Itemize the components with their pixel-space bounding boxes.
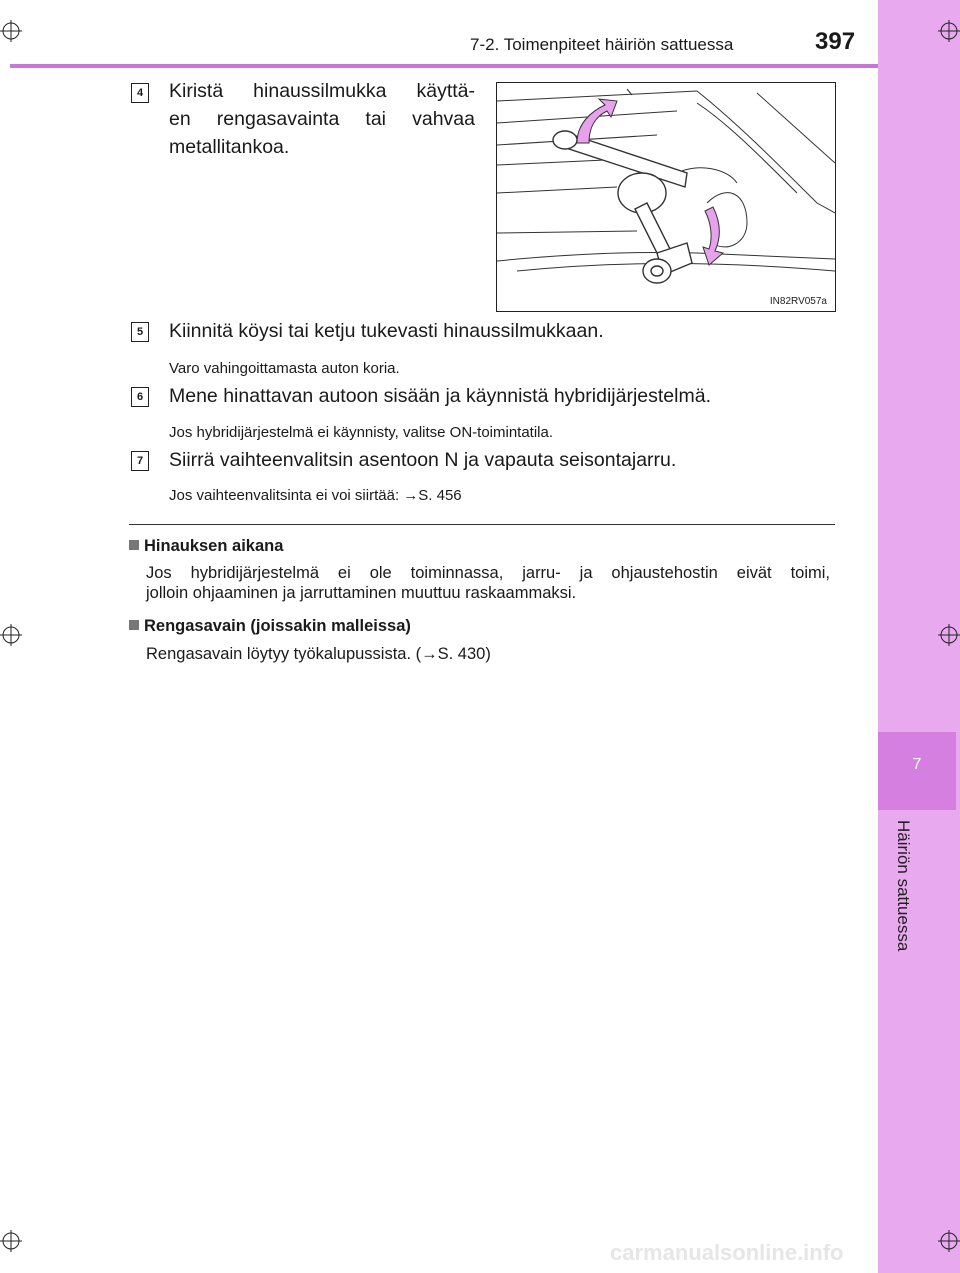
step-7-text: Siirrä vaihteenvalitsin asentoon N ja vapauta seisontajarru. <box>169 449 677 471</box>
step-5-text: Kiinnitä köysi tai ketju tukevasti hinaussilmukkaan. <box>169 320 604 342</box>
chapter-label: Häiriön sattuessa <box>894 820 913 952</box>
step-5-note: Varo vahingoittamasta auton koria. <box>169 360 400 377</box>
note-heading-text: Rengasavain (joissakin malleissa) <box>144 617 411 635</box>
note-heading-text: Hinauksen aikana <box>144 537 284 555</box>
chapter-number: 7 <box>912 756 922 773</box>
watermark: carmanualsonline.info <box>610 1240 844 1265</box>
step-4-line-1: Kiristä hinaussilmukka käyttä- <box>169 80 475 102</box>
note-body-line-3: Rengasavain löytyy työkalupussista. (→S. 430) <box>146 645 491 663</box>
note-heading-towing <box>129 537 283 556</box>
registration-mark-icon <box>938 1230 960 1252</box>
note-body-line-1: Jos hybridijärjestelmä ei ole toiminnassa, jarru- ja ohjaustehostin eivät toimi, <box>146 564 830 582</box>
step-6-note: Jos hybridijärjestelmä ei käynnisty, valitse ON-toimintatila. <box>169 424 554 441</box>
note-heading-wrench <box>129 617 411 636</box>
figure-code: IN82RV057a <box>769 296 827 307</box>
chapter-number-tab <box>878 732 956 810</box>
registration-mark-icon <box>938 20 960 42</box>
registration-mark-icon <box>0 624 22 646</box>
section-divider <box>129 524 835 525</box>
page-number: 397 <box>815 28 856 55</box>
registration-mark-icon <box>0 20 22 42</box>
step-4-line-2: en rengasavainta tai vahvaa <box>169 108 475 130</box>
wrench-on-towing-eye-icon <box>497 83 835 311</box>
registration-mark-icon <box>938 624 960 646</box>
step-6-text: Mene hinattavan autoon sisään ja käynnistä hybridijärjestelmä. <box>169 385 711 407</box>
square-bullet-icon <box>129 540 139 550</box>
towing-eye-illustration <box>496 82 836 312</box>
square-bullet-icon <box>129 620 139 630</box>
step-7-note: Jos vaihteenvalitsinta ei voi siirtää: →S. 456 <box>169 487 462 504</box>
step-number-badge: 7 <box>131 451 149 471</box>
step-4-line-3: metallitankoa. <box>169 136 290 158</box>
header-rule <box>10 64 878 68</box>
step-number-badge: 5 <box>131 322 149 342</box>
registration-mark-icon <box>0 1230 22 1252</box>
step-number-badge: 4 <box>131 83 149 103</box>
step-number-badge: 6 <box>131 387 149 407</box>
section-title: 7-2. Toimenpiteet häiriön sattuessa <box>470 35 734 54</box>
note-body-line-2: jolloin ohjaaminen ja jarruttaminen muuttuu raskaammaksi. <box>146 584 577 602</box>
